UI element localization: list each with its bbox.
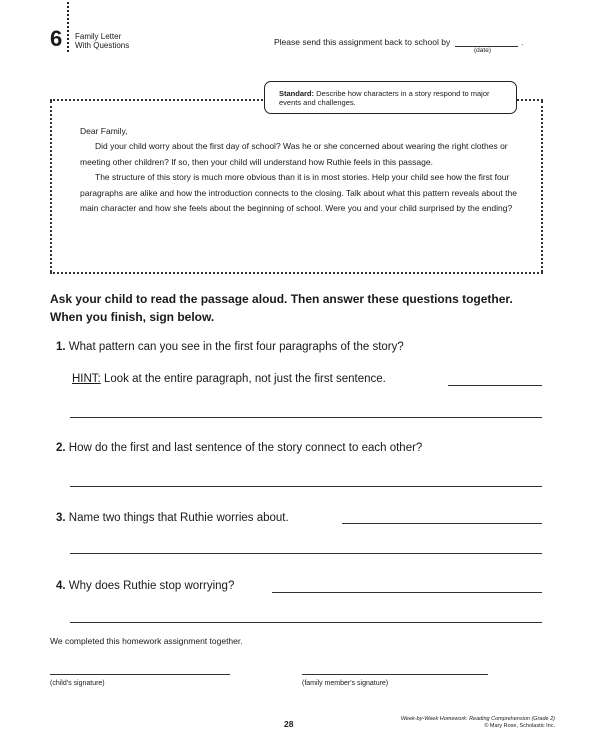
question-2 xyxy=(56,442,422,454)
credit-copyright: © Mary Rose, Scholastic Inc. xyxy=(484,723,555,729)
letter-box-right-border xyxy=(541,101,543,272)
instructions: Ask your child to read the passage aloud. Then answer these questions together. When you finish, sign below. xyxy=(50,292,513,324)
credit-title: Week-by-Week Homework: Reading Comprehension (Grade 2) xyxy=(400,716,555,722)
question-4-number: 4. xyxy=(56,580,66,592)
hint-text: Look at the entire paragraph, not just the first sentence. xyxy=(103,373,386,385)
question-1 xyxy=(56,341,404,353)
answer-line-3b[interactable] xyxy=(70,553,542,554)
question-4 xyxy=(56,580,234,592)
date-label: (date) xyxy=(474,47,491,54)
family-signature-line[interactable] xyxy=(302,674,488,675)
standard-box xyxy=(264,81,517,114)
answer-line-3a[interactable] xyxy=(342,523,542,524)
header-dotted-divider xyxy=(67,2,69,52)
send-back-text: Please send this assignment back to school by xyxy=(274,37,451,47)
hint-label: HINT: xyxy=(72,373,101,385)
question-4-text: Why does Ruthie stop worrying? xyxy=(68,580,235,592)
completed-statement: We completed this homework assignment together. xyxy=(50,636,243,646)
family-signature-label: (family member's signature) xyxy=(302,680,389,687)
answer-line-4a[interactable] xyxy=(272,592,542,593)
page-number: 28 xyxy=(284,719,294,729)
lesson-label-line2: With Questions xyxy=(75,41,130,50)
letter-box-left-border xyxy=(50,101,52,272)
child-signature-label: (child's signature) xyxy=(50,680,105,687)
credits xyxy=(380,716,555,730)
lesson-label xyxy=(75,32,129,50)
answer-line-4b[interactable] xyxy=(70,622,542,623)
family-letter xyxy=(80,124,520,216)
send-back-period: . xyxy=(521,37,524,47)
letter-greeting: Dear Family, xyxy=(80,126,128,136)
standard-text: Describe how characters in a story respond to major events and challenges. xyxy=(279,89,490,107)
answer-line-1a[interactable] xyxy=(448,385,542,386)
lesson-number: 6 xyxy=(50,26,63,51)
letter-paragraph-2: The structure of this story is much more obvious than it is in most stories. Help your child see how the first four paragraphs are alike and how the introduction connects to the closing. Talk about what this pattern reveals about the main character and how she feels about the beginning of school. Were you and your child surprised by the ending? xyxy=(80,172,517,214)
hint xyxy=(72,373,386,385)
question-1-text: What pattern can you see in the first four paragraphs of the story? xyxy=(68,341,404,353)
question-3-number: 3. xyxy=(56,512,66,524)
question-2-text: How do the first and last sentence of the story connect to each other? xyxy=(68,442,423,454)
answer-line-2[interactable] xyxy=(70,486,542,487)
child-signature-line[interactable] xyxy=(50,674,230,675)
letter-paragraph-1: Did your child worry about the first day of school? Was he or she concerned about wearing the right clothes or meeting other children? If so, then your child will understand how Ruthie feels in this passage. xyxy=(80,141,508,167)
standard-label: Standard: xyxy=(279,89,315,98)
question-3 xyxy=(56,512,289,524)
answer-line-1b[interactable] xyxy=(70,417,542,418)
lesson-label-line1: Family Letter xyxy=(75,32,122,41)
question-2-number: 2. xyxy=(56,442,66,454)
question-1-number: 1. xyxy=(56,341,66,353)
question-3-text: Name two things that Ruthie worries about. xyxy=(68,512,289,524)
